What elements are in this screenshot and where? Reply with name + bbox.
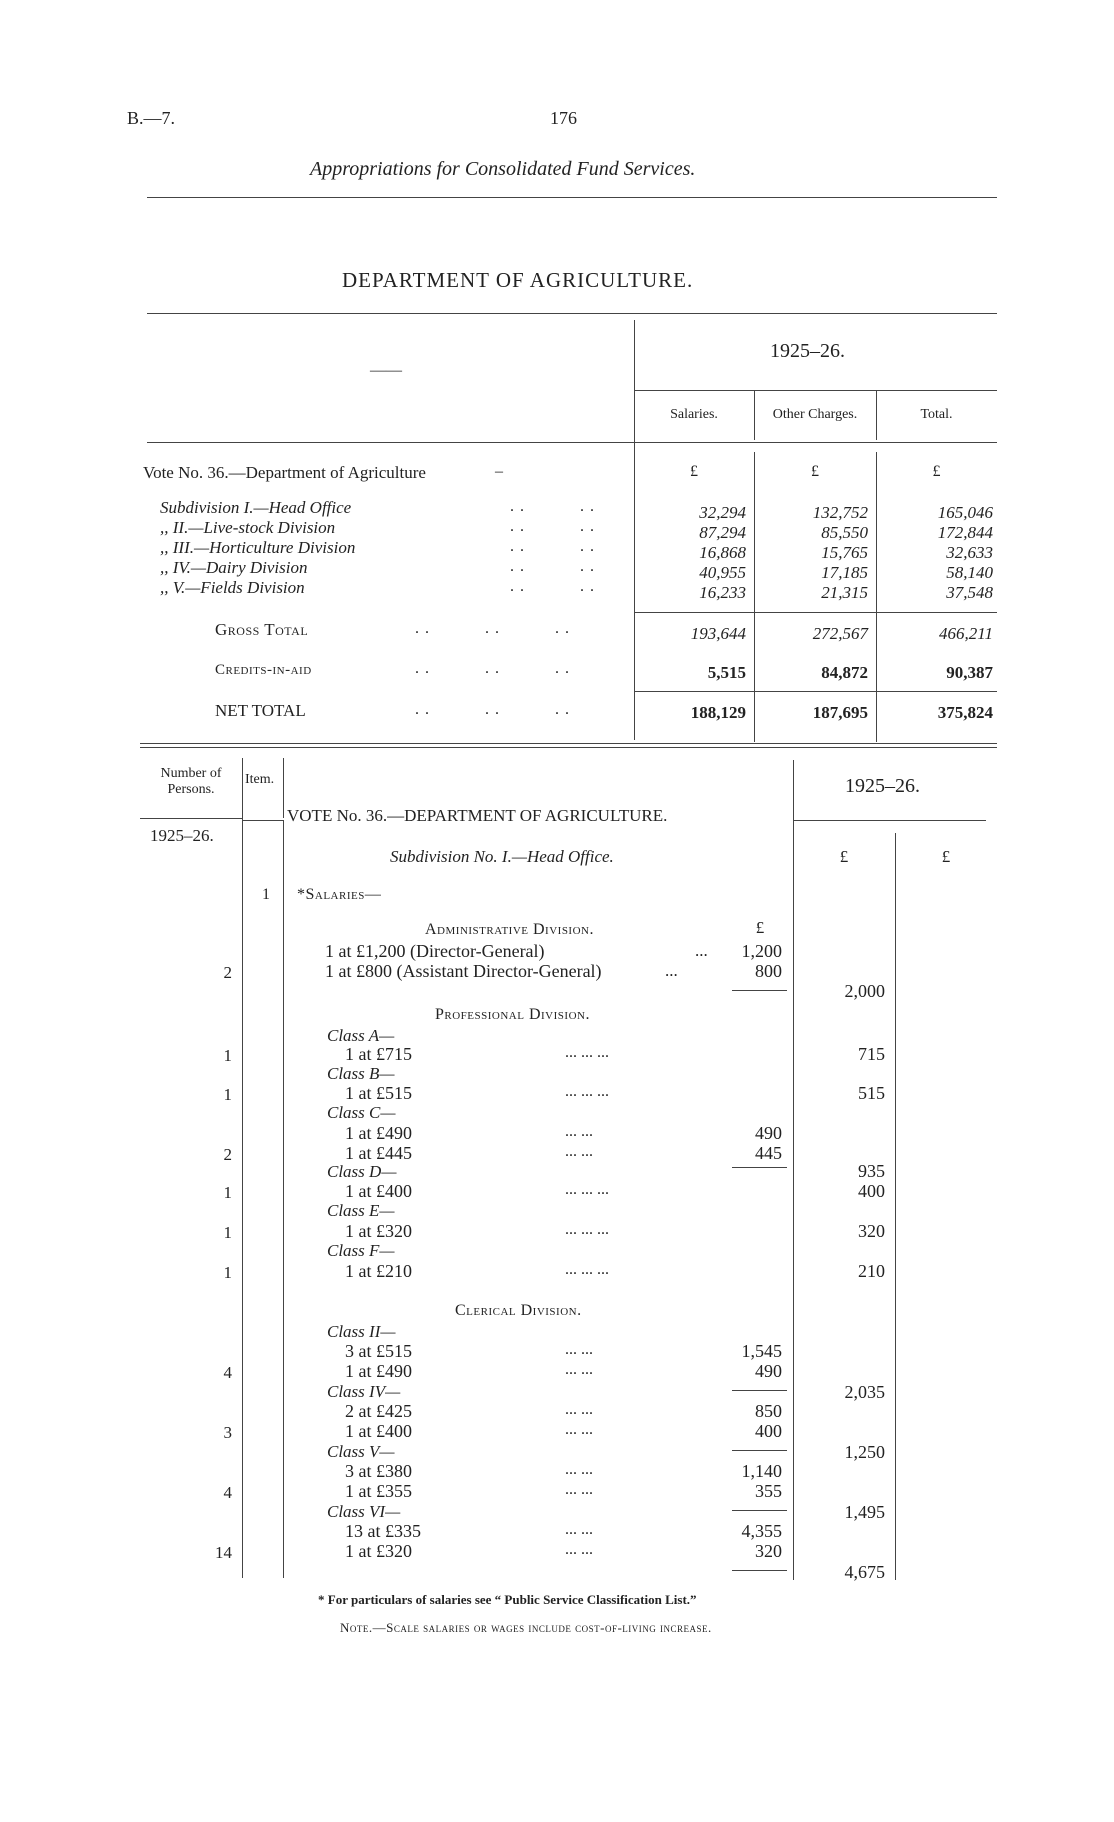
class-heading: Class II— [327,1322,396,1341]
summary-year: 1925–26. [770,340,845,362]
net-total-label: NET TOTAL [215,701,306,720]
class-total: 515 [858,1083,885,1103]
salary-line: 1 at £400 [345,1181,412,1201]
subdivision-label: Subdivision I.—Head Office [160,498,352,517]
subdivision-label: ,, IV.—Dairy Division [160,558,308,577]
cell-other: 17,185 [821,563,868,582]
cell-other: 21,315 [821,583,868,602]
class-total: 400 [858,1181,885,1201]
vote-title: VOTE No. 36.—DEPARTMENT OF AGRICULTURE. [287,806,668,825]
page-number: 176 [550,108,577,128]
persons-count: 1 [223,1223,232,1242]
salary-line: 1 at £515 [345,1083,412,1103]
cell-total: 165,046 [937,503,993,522]
salary-line: 13 at £335 [345,1521,421,1541]
line-amount: 355 [755,1481,782,1501]
subdivision-label: ,, III.—Horticulture Division [160,538,356,557]
salary-line: 1 at £355 [345,1481,412,1501]
line-amount: 490 [755,1123,782,1143]
subdivision-label: ,, II.—Live-stock Division [160,518,336,537]
col-total: Total. [920,407,953,422]
persons-count: 1 [223,1263,232,1282]
pound-sign: £ [811,463,819,480]
salary-line: 1 at £210 [345,1261,412,1281]
cell-total: 58,140 [946,563,993,582]
salary-line: 1 at £490 [345,1123,412,1143]
class-heading: Class B— [327,1064,395,1083]
cell-other: 132,752 [812,503,868,522]
gross-salaries: 193,644 [690,624,746,643]
line-amount: 445 [755,1143,782,1163]
class-heading: Class C— [327,1103,396,1122]
salary-line: 3 at £380 [345,1461,412,1481]
stub-dash: —— [370,362,402,379]
gross-total: 466,211 [939,624,993,643]
pound-sign: £ [932,463,941,480]
class-total: 320 [858,1221,885,1241]
persons-count: 1 [223,1046,232,1065]
salaries-heading: *Salaries— [297,886,382,903]
line-amount: 320 [755,1541,782,1561]
department-title: DEPARTMENT OF AGRICULTURE. [342,268,694,292]
cell-total: 37,548 [946,583,993,602]
col-item: Item. [245,772,275,787]
item-number: 1 [262,886,270,903]
header-rule [147,197,997,198]
gross-other: 272,567 [812,624,868,643]
pound-sign: £ [839,847,849,866]
persons-count: 3 [223,1423,232,1442]
salary-line: 1 at £1,200 (Director-General) [325,941,545,961]
cell-other: 85,550 [821,523,868,542]
footnote-note: Note.—Scale salaries or wages include cost-of-living increase. [340,1620,712,1635]
class-heading: Class D— [327,1162,397,1181]
salary-line: 1 at £800 (Assistant Director-General) [325,961,602,981]
salary-line: 1 at £490 [345,1361,412,1381]
class-total: 935 [858,1161,885,1181]
salary-line: 1 at £445 [345,1143,412,1163]
class-total: 210 [858,1261,885,1281]
credits-total: 90,387 [946,663,993,682]
pound-sign: £ [755,918,765,937]
col-other-charges: Other Charges. [772,407,858,422]
pound-sign: £ [941,847,951,866]
salary-line: 1 at £320 [345,1221,412,1241]
persons-count: 1 [223,1183,232,1202]
vote-label: Vote No. 36.—Department of Agriculture [143,463,426,482]
persons-count: 2 [223,963,232,982]
class-total: 715 [858,1044,885,1064]
persons-count: 4 [223,1363,232,1382]
pound-sign: £ [690,463,698,480]
professional-division-heading: Professional Division. [435,1006,590,1023]
persons-count: 14 [215,1543,232,1562]
class-heading: Class F— [327,1241,395,1260]
class-heading: Class V— [327,1442,395,1461]
subdivision-label: ,, V.—Fields Division [160,578,305,597]
page-subtitle: Appropriations for Consolidated Fund Services. [310,158,696,180]
persons-count: 1 [223,1085,232,1104]
salary-line: 2 at £425 [345,1401,412,1421]
salary-line: 1 at £320 [345,1541,412,1561]
line-amount: 800 [755,961,782,981]
class-heading: Class E— [327,1201,395,1220]
line-amount: 1,140 [741,1461,782,1481]
line-amount: 490 [755,1361,782,1381]
cell-total: 32,633 [946,543,993,562]
cell-salaries: 32,294 [699,503,746,522]
credits-salaries: 5,515 [707,663,746,682]
persons-count: 4 [223,1483,232,1502]
salary-line: 3 at £515 [345,1341,412,1361]
class-heading: Class VI— [327,1502,401,1521]
cell-other: 15,765 [821,543,868,562]
line-amount: 1,545 [741,1341,782,1361]
class-total: 2,035 [844,1382,885,1402]
col-number-of-persons: Number of Persons. [160,766,222,797]
administrative-division-heading: Administrative Division. [425,921,594,938]
line-amount: 400 [755,1421,782,1441]
class-heading: Class A— [327,1026,395,1045]
class-total: 1,495 [844,1502,885,1522]
footnote-star: * For particulars of salaries see “ Public Service Classification List.” [318,1592,697,1607]
net-salaries: 188,129 [690,703,746,722]
cell-salaries: 16,233 [699,583,746,602]
year-left: 1925–26. [150,826,214,845]
gross-total-label: Gross Total [215,620,309,639]
clerical-division-heading: Clerical Division. [455,1302,582,1319]
line-amount: 1,200 [741,941,782,961]
col-salaries: Salaries. [670,407,718,422]
net-other: 187,695 [812,703,868,722]
subdivision-heading: Subdivision No. I.—Head Office. [390,847,614,866]
document-reference: B.—7. [127,108,176,128]
division-total: 2,000 [844,981,885,1001]
cell-salaries: 16,868 [699,543,746,562]
credits-other: 84,872 [821,663,868,682]
year-right: 1925–26. [845,775,920,797]
cell-salaries: 87,294 [699,523,746,542]
cell-salaries: 40,955 [699,563,746,582]
class-heading: Class IV— [327,1382,401,1401]
salary-line: 1 at £400 [345,1421,412,1441]
credits-label: Credits-in-aid [215,662,312,678]
line-amount: 4,355 [741,1521,782,1541]
cell-total: 172,844 [937,523,993,542]
line-amount: 850 [755,1401,782,1421]
persons-count: 2 [223,1145,232,1164]
class-total: 4,675 [844,1562,885,1582]
salary-line: 1 at £715 [345,1044,412,1064]
net-total: 375,824 [937,703,993,722]
class-total: 1,250 [844,1442,885,1462]
